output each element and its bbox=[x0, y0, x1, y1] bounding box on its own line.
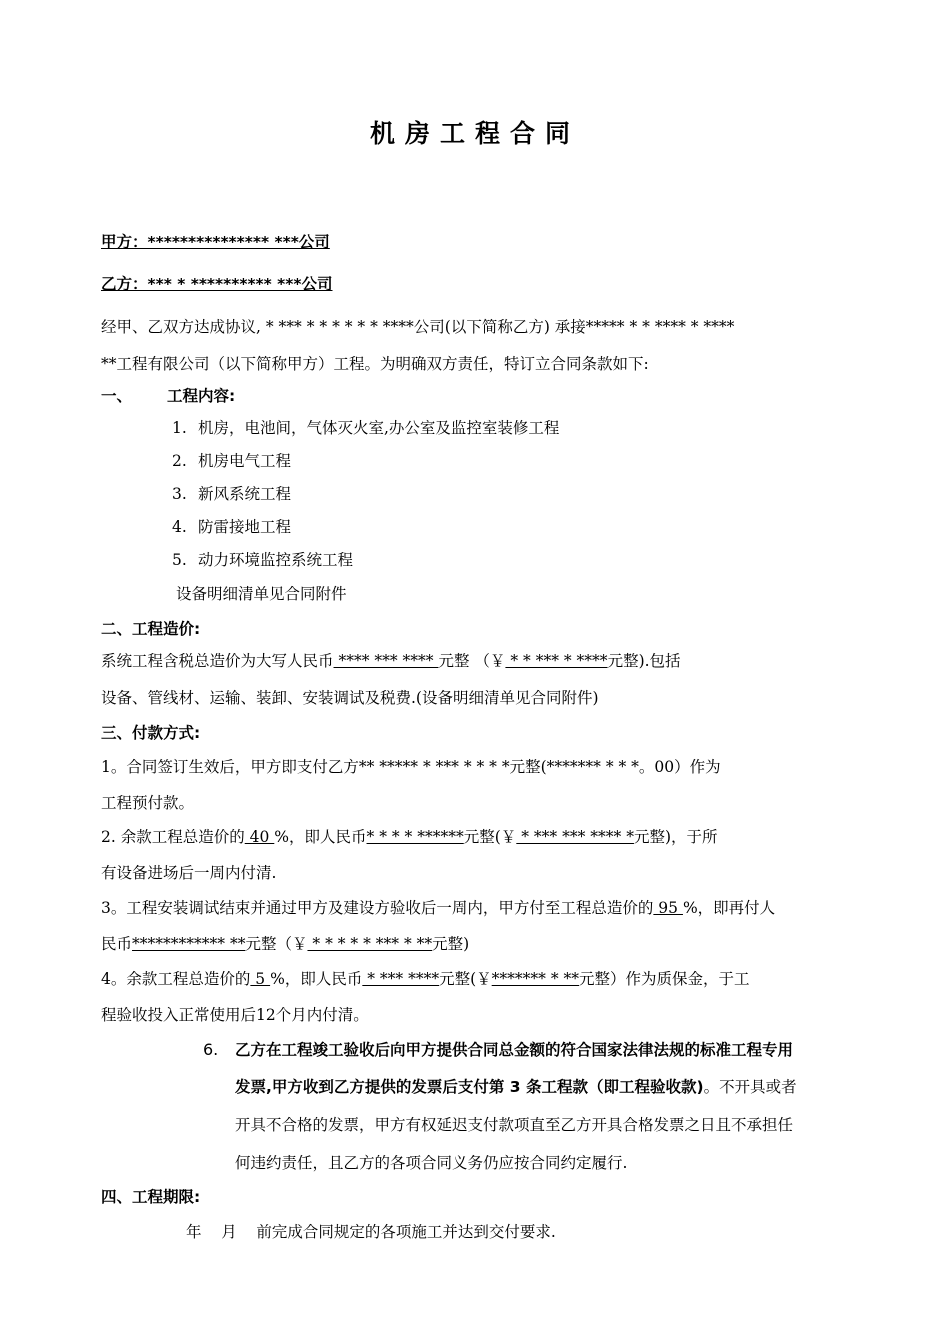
payment-4-text-d: 元整）作为质保金，于工 bbox=[579, 970, 750, 988]
section4-line-1: 年 月 前完成合同规定的各项施工并达到交付要求. bbox=[186, 1223, 556, 1241]
payment-3-text-e: 元整) bbox=[432, 935, 470, 953]
payment-2-text-c: 元整(￥ bbox=[463, 828, 517, 846]
section2-line-2: 设备、管线材、运输、装卸、安装调试及税费.(设备明细清单见合同附件) bbox=[101, 689, 599, 707]
section1-note: 设备明细清单见合同附件 bbox=[176, 585, 347, 603]
section4-heading: 四、工程期限: bbox=[101, 1188, 201, 1206]
list-item bbox=[172, 516, 291, 538]
list-item-text: 新风系统工程 bbox=[198, 485, 292, 503]
payment-4-text-a: 4。余款工程总造价的 bbox=[101, 970, 251, 988]
list-item bbox=[172, 483, 291, 505]
intro-line-1: 经甲、乙双方达成协议, * *** * * * * * * ****公司(以下简称乙方) 承接***** * * **** * **** bbox=[101, 318, 735, 336]
payment-2-amount-figure: * *** *** **** * bbox=[516, 828, 634, 846]
section2-text-b: 元整 （￥ bbox=[438, 652, 506, 670]
item6-line-3: 开具不合格的发票，甲方有权延迟支付款项直至乙方开具合格发票之日且不承担任 bbox=[235, 1116, 794, 1134]
item6-line-4: 何违约责任，且乙方的各项合同义务仍应按合同约定履行. bbox=[235, 1154, 628, 1172]
party-b: 乙方：*** * ********** ***公司 bbox=[101, 275, 333, 293]
section1-heading-num: 一、 bbox=[101, 387, 133, 405]
payment-3-text-b: %，即再付人 bbox=[682, 899, 776, 917]
list-item-num: 3. bbox=[172, 485, 187, 503]
payment-4-line-1 bbox=[101, 968, 750, 990]
payment-3-text-c: 民币 bbox=[101, 935, 133, 953]
total-amount-words: **** *** **** bbox=[333, 652, 439, 670]
party-a: 甲方：*************** ***公司 bbox=[101, 233, 330, 251]
payment-2-percent: 40 bbox=[244, 828, 275, 846]
payment-4-line-2: 程验收投入正常使用后12个月内付清。 bbox=[101, 1006, 369, 1024]
payment-4-percent: 5 bbox=[250, 970, 271, 988]
payment-4-amount: * *** **** bbox=[362, 970, 440, 988]
list-item-text: 机房电气工程 bbox=[198, 452, 292, 470]
list-item-num: 4. bbox=[172, 518, 187, 536]
payment-3-line-1 bbox=[101, 897, 775, 919]
item6-number: 6. bbox=[203, 1040, 219, 1059]
list-item-num: 1. bbox=[172, 419, 187, 437]
item6-line-2-normal: 。不开具或者 bbox=[703, 1078, 797, 1096]
payment-3-text-d: 元整（￥ bbox=[245, 935, 308, 953]
item6-line-2 bbox=[235, 1076, 797, 1098]
payment-4-text-b: %，即人民币 bbox=[270, 970, 363, 988]
list-item-text: 机房，电池间，气体灭火室,办公室及监控室装修工程 bbox=[198, 419, 560, 437]
intro-line-2: **工程有限公司（以下简称甲方）工程。为明确双方责任，特订立合同条款如下: bbox=[101, 355, 649, 373]
payment-2-line-2: 有设备进场后一周内付清. bbox=[101, 864, 277, 882]
section2-text-a: 系统工程含税总造价为大写人民币 bbox=[101, 652, 334, 670]
section2-heading: 二、工程造价: bbox=[101, 620, 201, 638]
payment-2-amount: * * * * ****** bbox=[366, 828, 464, 846]
payment-1-line-1: 1。合同签订生效后，甲方即支付乙方** ***** * *** * * * *元整(******* * * *。00）作为 bbox=[101, 758, 721, 776]
payment-4-text-c: 元整(￥ bbox=[439, 970, 492, 988]
list-item bbox=[172, 549, 353, 571]
payment-2-text-a: 2. 余款工程总造价的 bbox=[101, 828, 245, 846]
payment-3-amount-figure: * * * * * *** * ** bbox=[307, 935, 433, 953]
payment-2-text-d: 元整)，于所 bbox=[633, 828, 718, 846]
section1-heading: 工程内容: bbox=[167, 387, 236, 405]
payment-1-line-2: 工程预付款。 bbox=[101, 794, 195, 812]
payment-3-line-2 bbox=[101, 933, 469, 955]
payment-2-text-b: %，即人民币 bbox=[274, 828, 367, 846]
payment-4-amount-figure: ******* * ** bbox=[491, 970, 580, 988]
list-item-text: 动力环境监控系统工程 bbox=[198, 551, 354, 569]
payment-3-amount: ************ ** bbox=[132, 935, 246, 953]
section2-line-1 bbox=[101, 650, 681, 672]
list-item-text: 防雷接地工程 bbox=[198, 518, 292, 536]
payment-3-percent: 95 bbox=[653, 899, 683, 917]
item6-line-2-bold: 发票,甲方收到乙方提供的发票后支付第 3 条工程款（即工程验收款) bbox=[235, 1078, 704, 1096]
item6-line-1: 乙方在工程竣工验收后向甲方提供合同总金额的符合国家法律法规的标准工程专用 bbox=[235, 1041, 794, 1059]
payment-3-text-a: 3。工程安装调试结束并通过甲方及建设方验收后一周内，甲方付至工程总造价的 bbox=[101, 899, 654, 917]
list-item-num: 2. bbox=[172, 452, 187, 470]
page-title: 机房工程合同 bbox=[369, 119, 580, 148]
list-item-num: 5. bbox=[172, 551, 187, 569]
section2-text-c: 元整).包括 bbox=[607, 652, 681, 670]
total-amount-figure: * * *** * **** bbox=[505, 652, 608, 670]
payment-2-line-1 bbox=[101, 826, 718, 848]
list-item bbox=[172, 450, 291, 472]
list-item bbox=[172, 417, 559, 439]
section3-heading: 三、付款方式: bbox=[101, 724, 201, 742]
